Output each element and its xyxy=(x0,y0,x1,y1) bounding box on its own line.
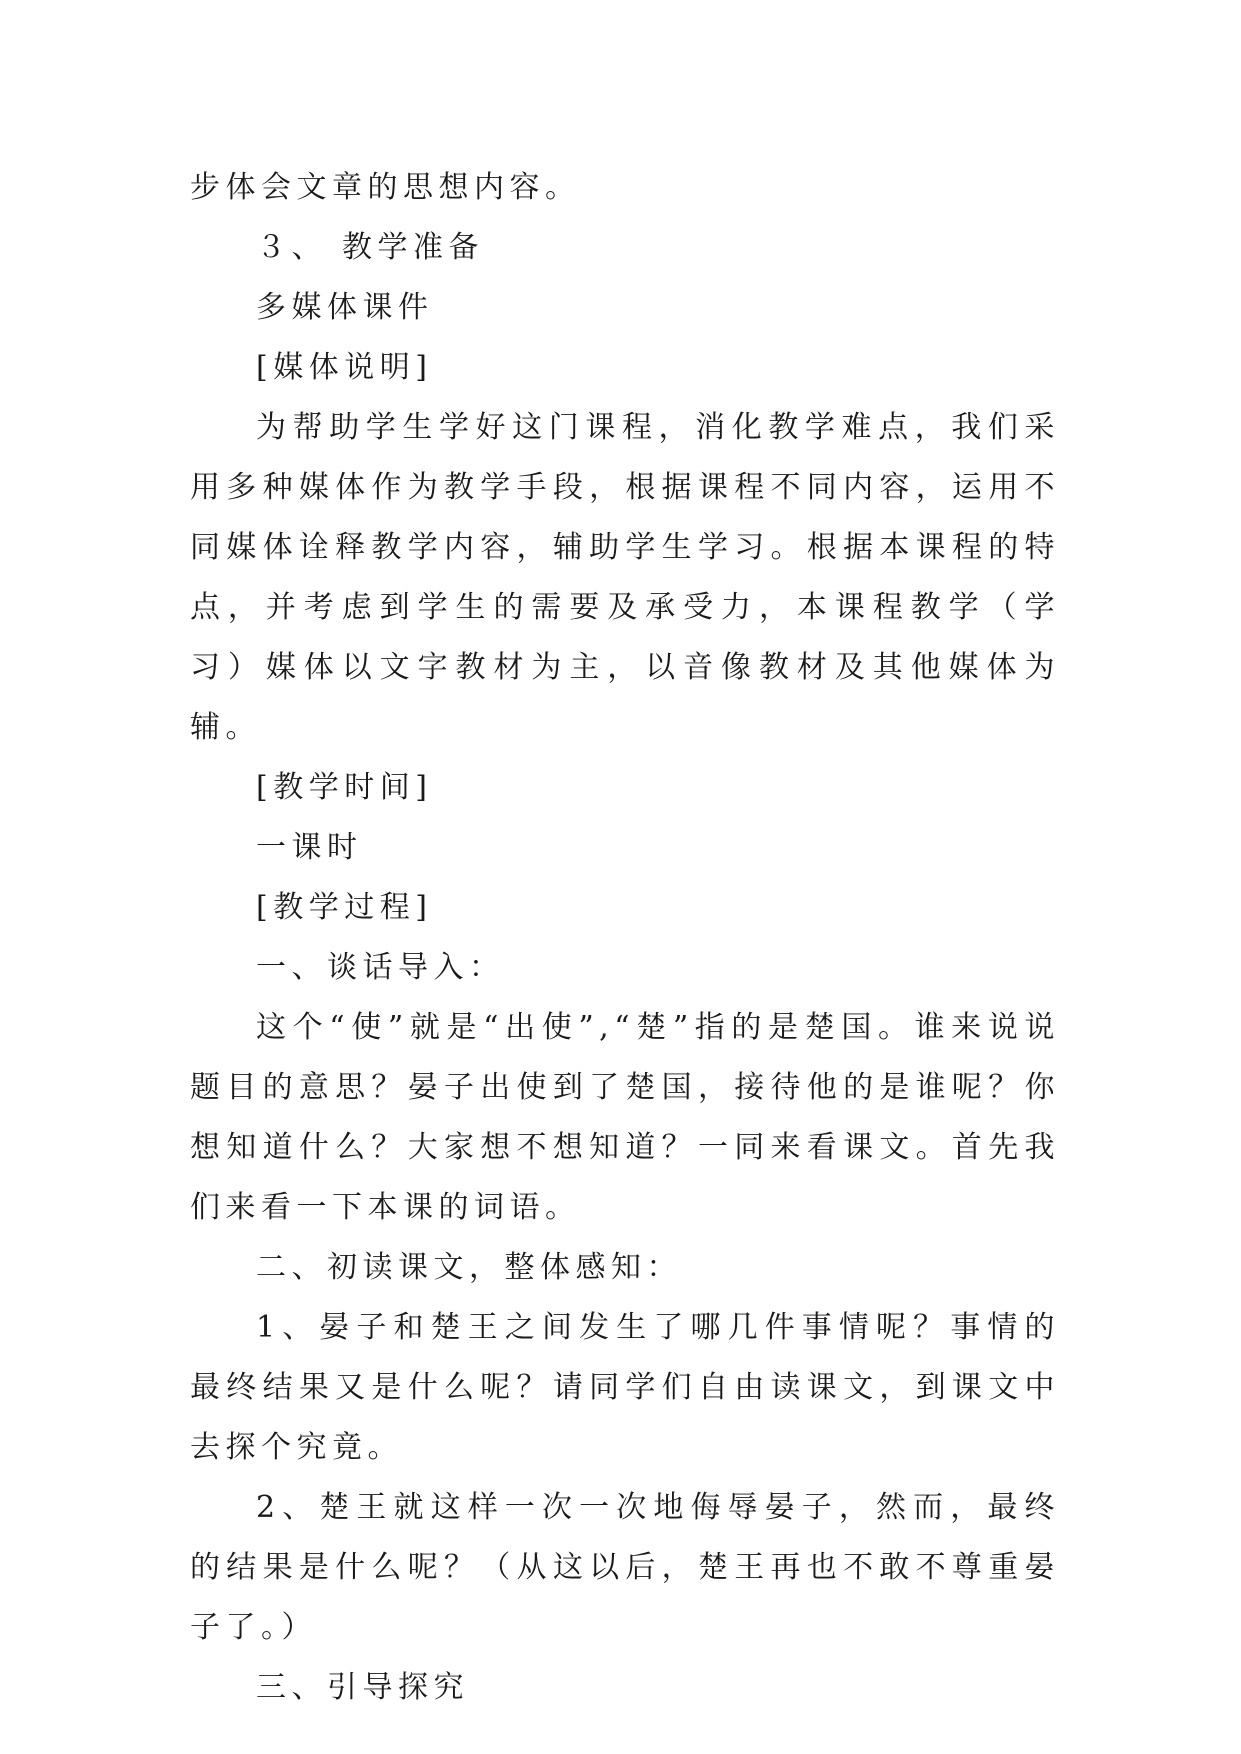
section-heading-teaching-process: [教学过程] xyxy=(256,890,433,925)
step-heading-introduction: 一、谈话导入： xyxy=(256,950,505,985)
section-heading-teaching-preparation: ３、 教学准备 xyxy=(256,230,485,265)
paragraph-media-description: 为帮助学生学好这门课程，消化教学难点，我们采用多种媒体作为教学手段，根据课程不同内容，运用不同媒体诠释教学内容，辅助学生学习。根据本课程的特点，并考虑到学生的需要及承受力，本课程教学（学习）媒体以文字教材为主，以音像教材及其他媒体为辅。 xyxy=(190,410,1060,745)
paragraph-introduction: 这个“使”就是“出使”,“楚”指的是楚国。谁来说说题目的意思？晏子出使到了楚国，接待他的是谁呢？你想知道什么？大家想不想知道？一同来看课文。首先我们来看一下本课的词语。 xyxy=(190,1010,1060,1225)
paragraph-one-lesson: 一课时 xyxy=(256,830,363,865)
document-body xyxy=(190,158,1060,1718)
paragraph-multimedia-courseware: 多媒体课件 xyxy=(256,290,434,325)
paragraph-continuation: 步体会文章的思想内容。 xyxy=(190,170,581,205)
section-heading-media-description: [媒体说明] xyxy=(256,350,433,385)
section-heading-teaching-time: [教学时间] xyxy=(256,770,433,805)
paragraph-item-1: 1、晏子和楚王之间发生了哪几件事情呢？事情的最终结果又是什么呢？请同学们自由读课文，到课文中去探个究竟。 xyxy=(190,1310,1060,1465)
step-heading-first-reading: 二、初读课文，整体感知： xyxy=(256,1250,682,1285)
step-heading-guided-inquiry: 三、引导探究 xyxy=(256,1670,469,1705)
paragraph-item-2: 2、楚王就这样一次一次地侮辱晏子，然而，最终的结果是什么呢？（从这以后，楚王再也不敢不尊重晏子了。） xyxy=(190,1490,1060,1645)
